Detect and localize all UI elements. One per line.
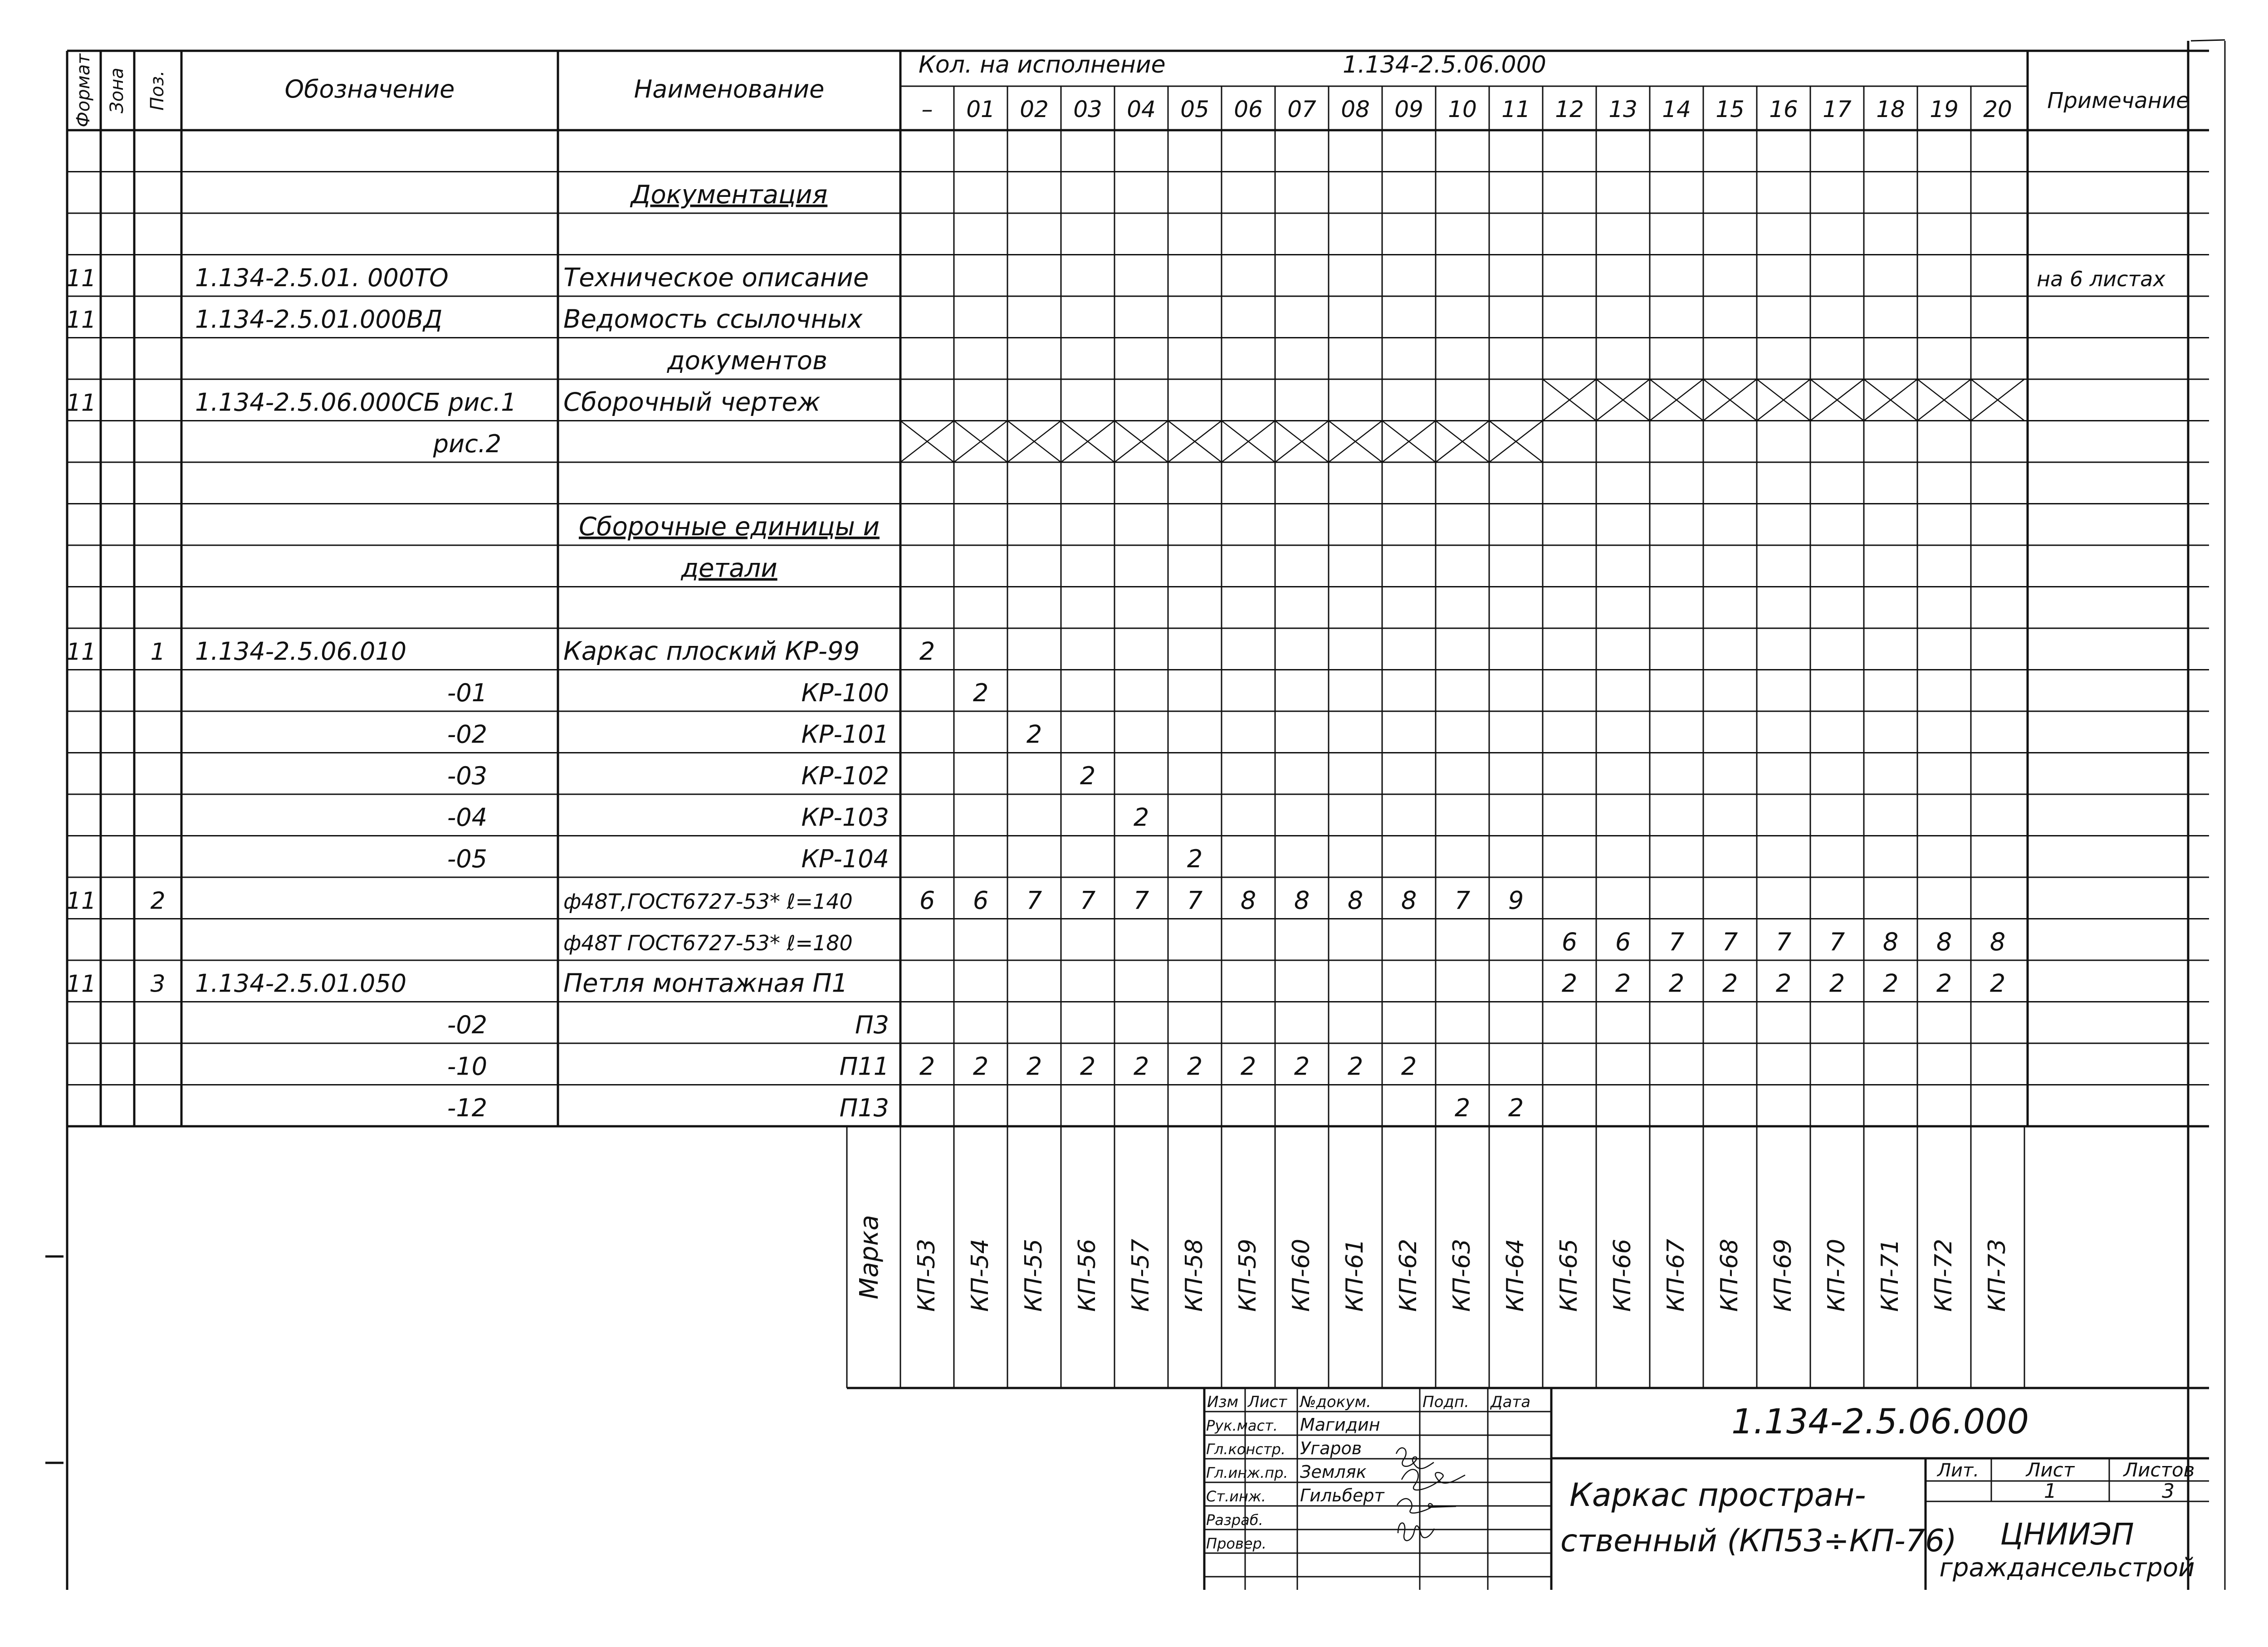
row-designation: -02 <box>447 720 488 749</box>
row-designation: -02 <box>447 1011 488 1039</box>
qty-cell: 2 <box>1080 762 1096 790</box>
row-designation: -04 <box>447 803 488 832</box>
marka-item: КП-56 <box>1074 1239 1101 1312</box>
stamp-role: Ст.инж. <box>1206 1488 1266 1505</box>
marka-item: КП-72 <box>1930 1239 1957 1312</box>
marka-item: КП-68 <box>1716 1239 1743 1312</box>
row-designation: 1.134-2.5.06.010 <box>195 637 407 666</box>
stamp-name: Угаров <box>1300 1438 1362 1458</box>
variant-base: – <box>921 96 933 122</box>
marka-strip <box>67 1126 2209 1590</box>
row-name: П13 <box>839 1094 889 1122</box>
marka-item: КП-58 <box>1181 1239 1208 1312</box>
variant-16: 16 <box>1769 96 1798 122</box>
stamp-role: Разраб. <box>1206 1511 1263 1529</box>
org-name: ЦНИИЭП <box>2000 1517 2134 1552</box>
row-format: 11 <box>66 638 97 666</box>
qty-cell: 2 <box>1882 969 1899 998</box>
table-grid <box>67 51 2209 1126</box>
marka-item: КП-62 <box>1395 1239 1422 1312</box>
qty-cell: 8 <box>1882 928 1899 956</box>
marka-item: КП-63 <box>1448 1239 1476 1312</box>
variant-20: 20 <box>1983 96 2012 122</box>
row-designation: -01 <box>447 679 488 707</box>
name-header: Наименование <box>634 75 825 103</box>
signature-ugarov <box>1402 1470 1465 1490</box>
qty-cell: 2 <box>1187 845 1203 873</box>
row-name: Петля монтажная П1 <box>563 968 848 998</box>
qty-cell: 6 <box>1615 928 1631 956</box>
qty-cell: 7 <box>1133 886 1149 915</box>
stamp-header: Лист <box>1248 1393 1287 1411</box>
variant-03: 03 <box>1073 96 1102 122</box>
row-designation: -03 <box>447 762 488 790</box>
marka-item: КП-65 <box>1555 1239 1583 1312</box>
marka-item: КП-71 <box>1877 1239 1904 1312</box>
variant-08: 08 <box>1341 96 1370 122</box>
qty-cell: 7 <box>1829 928 1845 956</box>
marka-item: КП-64 <box>1502 1239 1529 1312</box>
variant-04: 04 <box>1127 96 1156 122</box>
section-heading: Сборочные единицы и <box>579 512 880 542</box>
marka-item: КП-69 <box>1769 1239 1797 1312</box>
stamp-role: Провер. <box>1206 1535 1266 1552</box>
marka-item: КП-70 <box>1823 1239 1850 1312</box>
row-designation: 1.134-2.5.06.000СБ рис.1 <box>195 388 517 417</box>
row-format: 11 <box>66 389 97 417</box>
title-block <box>1204 1388 2209 1590</box>
row-name: Каркас плоский КР-99 <box>563 636 860 666</box>
qty-cell: 7 <box>1080 886 1096 915</box>
qty-cell: 8 <box>1294 886 1310 915</box>
qty-cell: 8 <box>1347 886 1364 915</box>
variant-11: 11 <box>1501 96 1530 122</box>
stamp-name: Гильберт <box>1300 1486 1384 1505</box>
qty-cell: 2 <box>1615 969 1631 998</box>
row-position: 3 <box>150 970 166 998</box>
qty-cell: 2 <box>1026 720 1042 749</box>
variant-01: 01 <box>966 96 995 122</box>
stamp-header: №докум. <box>1300 1393 1371 1411</box>
doc-title-line2: ственный (КП53÷КП-76) <box>1560 1523 1957 1559</box>
signatures <box>1396 1448 1465 1541</box>
row-name: КР-102 <box>801 762 889 790</box>
qty-cell: 7 <box>1026 886 1042 915</box>
qty-cell: 2 <box>1240 1052 1256 1081</box>
row-position: 2 <box>150 887 166 915</box>
row-name: ф48Т ГОСТ6727-53* ℓ=180 <box>563 931 853 955</box>
format-header: Формат <box>73 54 94 127</box>
qty-cell: 8 <box>1989 928 2006 956</box>
row-format: 11 <box>66 265 97 292</box>
qty-cell: 2 <box>1508 1094 1524 1122</box>
qty-cell: 7 <box>1668 928 1685 956</box>
marka-item: КП-61 <box>1341 1239 1369 1312</box>
sheet-number: 1 <box>2044 1480 2057 1503</box>
stamp-role: Гл.инж.пр. <box>1206 1464 1288 1481</box>
variant-02: 02 <box>1020 96 1049 122</box>
qty-cell: 2 <box>1829 969 1845 998</box>
row-note: на 6 листах <box>2037 267 2165 291</box>
row-name: КР-100 <box>801 679 889 707</box>
marka-item: КП-60 <box>1288 1239 1315 1312</box>
qty-cell: 8 <box>1240 886 1256 915</box>
qty-cell: 2 <box>919 1052 935 1081</box>
doc-code: 1.134-2.5.06.000 <box>1731 1401 2029 1442</box>
marka-item: КП-73 <box>1984 1239 2011 1312</box>
qty-cell: 2 <box>1989 969 2006 998</box>
qty-cell: 2 <box>1133 803 1149 832</box>
qty-cell: 7 <box>1454 886 1471 915</box>
stamp-name: Земляк <box>1300 1462 1367 1482</box>
row-designation: 1.134-2.5.01.000ВД <box>195 305 443 334</box>
row-name: документов <box>667 346 828 376</box>
qty-cell: 2 <box>1454 1094 1471 1122</box>
row-designation: 1.134-2.5.01.050 <box>195 969 407 998</box>
zone-header: Зона <box>107 68 127 113</box>
qty-header: Кол. на исполнение <box>919 51 1166 78</box>
qty-cell: 7 <box>1187 886 1203 915</box>
qty-cell: 8 <box>1936 928 1952 956</box>
qty-cell: 6 <box>973 886 989 915</box>
qty-cell: 8 <box>1401 886 1417 915</box>
variant-13: 13 <box>1608 96 1637 122</box>
row-name: П11 <box>839 1052 889 1081</box>
qty-cell: 7 <box>1775 928 1792 956</box>
stamp-header: Изм <box>1207 1393 1239 1411</box>
section-heading: Документация <box>631 180 828 210</box>
pos-header: Поз. <box>147 70 168 111</box>
table-header <box>73 51 2190 127</box>
stamp-header: Дата <box>1491 1393 1531 1411</box>
row-name: Ведомость ссылочных <box>563 304 863 334</box>
marka-item: КП-54 <box>967 1239 994 1312</box>
variant-10: 10 <box>1448 96 1477 122</box>
qty-cell: 2 <box>1347 1052 1364 1081</box>
qty-cell: 2 <box>1133 1052 1149 1081</box>
marka-item: КП-55 <box>1020 1239 1047 1312</box>
variant-07: 07 <box>1287 96 1316 122</box>
row-name: ф48Т,ГОСТ6727-53* ℓ=140 <box>563 889 853 914</box>
qty-cell: 7 <box>1722 928 1738 956</box>
marka-label: Марка <box>855 1215 884 1300</box>
variant-18: 18 <box>1876 96 1905 122</box>
row-format: 11 <box>66 306 97 334</box>
variant-17: 17 <box>1823 96 1852 122</box>
row-name: КР-104 <box>801 845 889 873</box>
row-position: 1 <box>150 638 166 666</box>
row-name: КР-101 <box>801 720 889 749</box>
variant-14: 14 <box>1662 96 1691 122</box>
qty-cell: 2 <box>1561 969 1578 998</box>
doc-title-line1: Каркас простран- <box>1569 1476 1866 1514</box>
stamp-name: Магидин <box>1300 1415 1380 1435</box>
qty-cell: 2 <box>1294 1052 1310 1081</box>
row-designation: -12 <box>447 1094 488 1122</box>
qty-cell: 2 <box>1775 969 1792 998</box>
qty-cell: 2 <box>1936 969 1952 998</box>
qty-cell: 2 <box>919 637 935 666</box>
marka-item: КП-66 <box>1609 1239 1636 1312</box>
stamp-header: Подп. <box>1422 1393 1469 1411</box>
row-format: 11 <box>66 970 97 998</box>
signature-gilbert <box>1398 1523 1434 1541</box>
qty-cell: 2 <box>1668 969 1685 998</box>
row-designation: рис.2 <box>433 430 502 458</box>
row-designation: -05 <box>447 845 488 873</box>
row-name: Техническое описание <box>563 263 869 293</box>
qty-cell: 6 <box>919 886 935 915</box>
qty-cell: 9 <box>1508 886 1524 915</box>
designation-header: Обозначение <box>284 75 455 103</box>
stamp-role: Рук.маст. <box>1206 1417 1278 1434</box>
sheets-total: 3 <box>2162 1480 2175 1503</box>
qty-cell: 2 <box>973 1052 989 1081</box>
variant-15: 15 <box>1716 96 1745 122</box>
row-name: КР-103 <box>801 803 889 832</box>
qty-cell: 2 <box>1026 1052 1042 1081</box>
section-heading: детали <box>681 553 777 583</box>
table-body <box>66 180 2165 1122</box>
row-designation: 1.134-2.5.01. 000ТО <box>195 264 449 292</box>
qty-doc-code: 1.134-2.5.06.000 <box>1343 51 1546 78</box>
lit-label: Лит. <box>1937 1460 1980 1481</box>
marka-item: КП-53 <box>913 1239 940 1312</box>
variant-05: 05 <box>1180 96 1209 122</box>
marka-item: КП-59 <box>1234 1239 1261 1312</box>
row-name: П3 <box>855 1011 889 1039</box>
qty-cell: 2 <box>1080 1052 1096 1081</box>
variant-12: 12 <box>1555 96 1584 122</box>
marka-item: КП-57 <box>1127 1239 1154 1312</box>
sheet-label: Лист <box>2026 1459 2075 1481</box>
row-name: Сборочный чертеж <box>563 387 821 417</box>
qty-cell: 2 <box>1722 969 1738 998</box>
note-header: Примечание <box>2047 88 2190 113</box>
qty-cell: 2 <box>1187 1052 1203 1081</box>
marka-item: КП-67 <box>1662 1239 1690 1312</box>
qty-cell: 6 <box>1561 928 1578 956</box>
variant-06: 06 <box>1234 96 1263 122</box>
variant-19: 19 <box>1930 96 1959 122</box>
qty-cell: 2 <box>973 679 989 707</box>
row-format: 11 <box>66 887 97 915</box>
variant-09: 09 <box>1394 96 1423 122</box>
stamp-role: Гл.констр. <box>1206 1441 1286 1458</box>
row-designation: -10 <box>447 1052 488 1081</box>
org-subname: граждансельстрой <box>1939 1553 2195 1583</box>
sheets-label: Листов <box>2123 1459 2195 1481</box>
qty-cell: 2 <box>1401 1052 1417 1081</box>
